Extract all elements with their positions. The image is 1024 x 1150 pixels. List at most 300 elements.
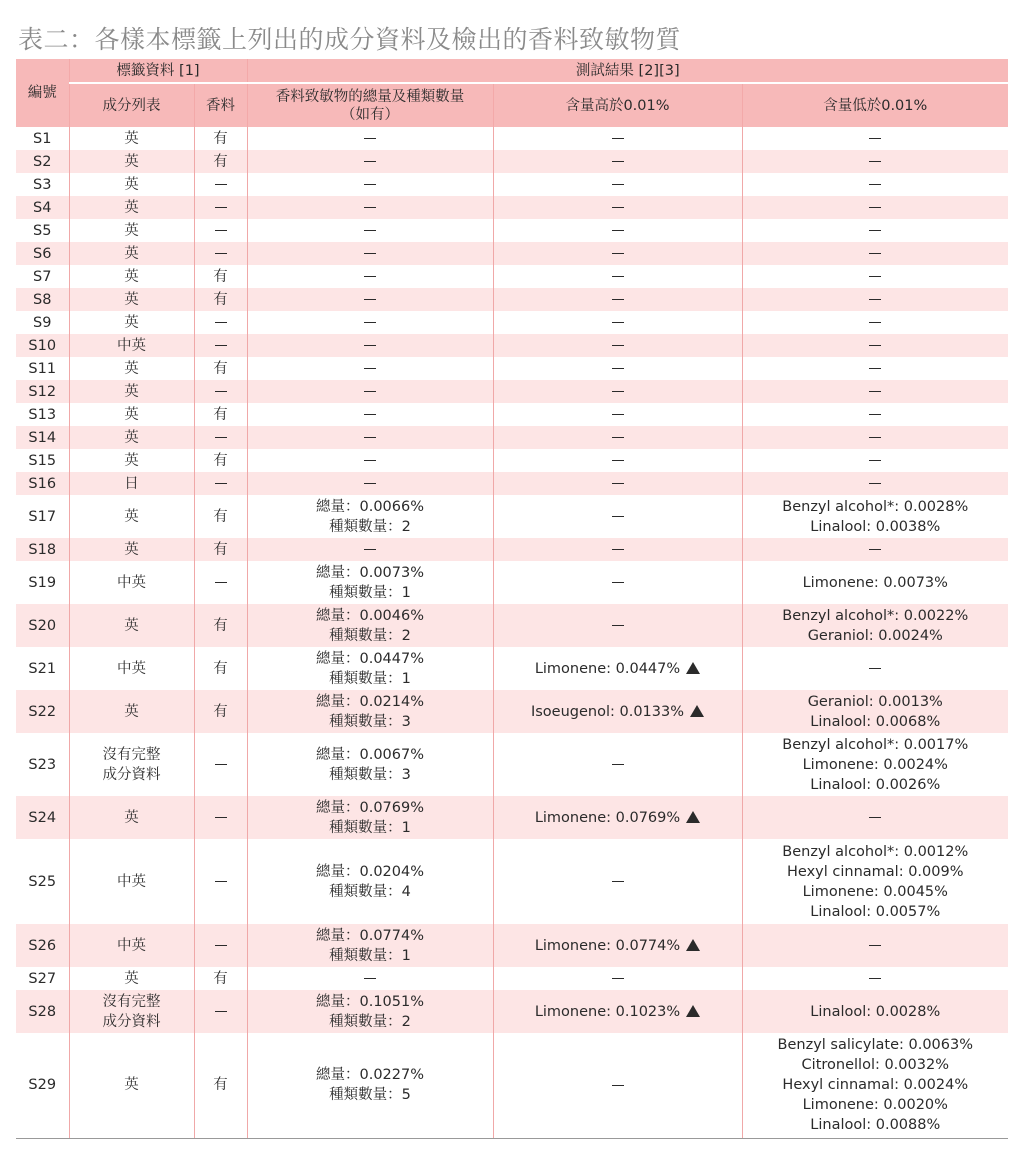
dash-mark [215,483,227,484]
below-cell [742,538,1008,561]
dash-mark [364,460,376,461]
fragrance-cell [194,1033,247,1138]
dash-mark [364,184,376,185]
fragrance-cell [194,426,247,449]
cell-line: S8 [33,291,52,308]
cell-line: 有 [213,703,228,720]
cell-line: 總量：0.1051% [315,993,424,1010]
cell-line: Benzyl alcohol*: 0.0022% [782,607,969,624]
dash-mark [215,817,227,818]
above-cell [493,647,742,690]
table-row [16,449,1008,472]
cell-line: 總量：0.0447% [315,650,424,667]
ingredients-cell [69,242,194,265]
header-test-group: 測試結果 [2][3] [247,59,1008,83]
cell-line: 總量：0.0073% [315,564,424,581]
below-cell [742,219,1008,242]
dash-mark [869,138,881,139]
triangle-marker-icon [686,1005,700,1017]
sample-id-cell [16,472,69,495]
cell-line: 中英 [117,873,146,890]
cell-line: 英 [124,703,139,720]
total-types-cell [247,561,493,604]
ingredients-cell [69,561,194,604]
dash-mark [364,549,376,550]
dash-mark [215,881,227,882]
below-cell [742,334,1008,357]
cell-line: Limonene: 0.0024% [802,756,948,773]
total-types-cell [247,265,493,288]
cell-line: S19 [28,574,57,591]
sample-id-cell [16,495,69,538]
cell-line: S20 [28,617,57,634]
cell-line: Linalool: 0.0088% [810,1117,941,1134]
fragrance-cell [194,967,247,990]
dash-mark [612,161,624,162]
dash-mark [869,668,881,669]
cell-line: 英 [124,153,139,170]
dash-mark [612,978,624,979]
above-cell [493,127,742,150]
total-types-cell [247,426,493,449]
fragrance-cell [194,311,247,334]
dash-mark [364,253,376,254]
below-cell [742,990,1008,1033]
ingredients-cell [69,733,194,796]
table-row [16,561,1008,604]
cell-line: S26 [28,937,57,954]
dash-mark [215,582,227,583]
cell-line: 英 [124,970,139,987]
sample-id-cell [16,690,69,733]
cell-line: 英 [124,809,139,826]
above-cell [493,173,742,196]
total-types-cell [247,242,493,265]
table-row [16,839,1008,924]
cell-line: 有 [213,130,228,147]
sample-id-cell [16,796,69,839]
cell-line: 成分資料 [102,1013,161,1030]
dash-mark [364,322,376,323]
cell-line: Benzyl alcohol*: 0.0012% [782,843,969,860]
cell-line: Benzyl alcohol*: 0.0017% [782,736,969,753]
total-types-cell [247,495,493,538]
cell-line: Linalool: 0.0038% [810,518,941,535]
ingredients-cell [69,150,194,173]
cell-line: 總量：0.0067% [315,746,424,763]
header-above: 含量高於0.01% [493,83,742,127]
above-cell [493,265,742,288]
dash-mark [215,437,227,438]
cell-line: S22 [28,703,57,720]
below-cell [742,561,1008,604]
cell-line: 日 [124,475,139,492]
ingredients-cell [69,311,194,334]
cell-line: Linalool: 0.0068% [810,713,941,730]
ingredients-cell [69,380,194,403]
ingredients-cell [69,839,194,924]
cell-line: 中英 [117,660,146,677]
below-cell [742,265,1008,288]
above-cell [493,924,742,967]
dash-mark [612,516,624,517]
ingredients-cell [69,690,194,733]
table-row [16,495,1008,538]
ingredients-cell [69,288,194,311]
ingredients-cell [69,647,194,690]
fragrance-cell [194,288,247,311]
table-row [16,924,1008,967]
dash-mark [612,582,624,583]
below-cell [742,472,1008,495]
fragrance-cell [194,334,247,357]
sample-id-cell [16,839,69,924]
above-cell [493,538,742,561]
cell-line: 種類數量：3 [329,713,411,730]
above-cell [493,472,742,495]
dash-mark [869,978,881,979]
dash-mark [869,161,881,162]
cell-line: Limonene: 0.1023% [494,1002,742,1022]
table-row [16,334,1008,357]
total-types-cell [247,150,493,173]
below-cell [742,733,1008,796]
ingredients-cell [69,604,194,647]
cell-line: 英 [124,617,139,634]
total-types-cell [247,967,493,990]
total-types-cell [247,288,493,311]
cell-line: 種類數量：4 [329,883,411,900]
cell-line: Geraniol: 0.0013% [807,693,943,710]
cell-line: 種類數量：1 [329,670,411,687]
fragrance-cell [194,472,247,495]
cell-line: 英 [124,314,139,331]
dash-mark [869,230,881,231]
ingredients-cell [69,265,194,288]
sample-id-cell [16,311,69,334]
above-cell [493,357,742,380]
above-cell [493,796,742,839]
dash-mark [215,253,227,254]
below-cell [742,196,1008,219]
dash-mark [364,345,376,346]
ingredients-cell [69,924,194,967]
above-cell [493,495,742,538]
cell-line: 有 [213,541,228,558]
dash-mark [364,368,376,369]
dash-mark [612,368,624,369]
fragrance-cell [194,380,247,403]
cell-line: Benzyl alcohol*: 0.0028% [782,498,969,515]
sample-id-cell [16,288,69,311]
header-total-types: 香料致敏物的總量及種類數量 （如有） [247,83,493,127]
fragrance-cell [194,990,247,1033]
above-cell [493,380,742,403]
above-cell [493,990,742,1033]
total-types-cell [247,647,493,690]
dash-mark [612,345,624,346]
cell-line: 有 [213,268,228,285]
cell-line: 種類數量：3 [329,766,411,783]
dash-mark [612,207,624,208]
dash-mark [215,207,227,208]
below-cell [742,403,1008,426]
dash-mark [612,460,624,461]
dash-mark [612,276,624,277]
table-title: 表二：各樣本標籤上列出的成分資料及檢出的香料致敏物質 [18,25,682,54]
table-row [16,990,1008,1033]
total-types-cell [247,733,493,796]
ingredients-cell [69,495,194,538]
table-row [16,357,1008,380]
dash-mark [364,138,376,139]
above-cell [493,1033,742,1138]
table-row [16,403,1008,426]
total-types-cell [247,127,493,150]
header-ingredients: 成分列表 [69,83,194,127]
cell-line: 英 [124,429,139,446]
dash-mark [612,322,624,323]
dash-mark [215,345,227,346]
cell-line: 總量：0.0214% [315,693,424,710]
dash-mark [869,483,881,484]
dash-mark [869,276,881,277]
triangle-marker-icon [690,705,704,717]
cell-line: S7 [33,268,52,285]
dash-mark [869,299,881,300]
dash-mark [364,483,376,484]
below-cell [742,924,1008,967]
total-types-cell [247,380,493,403]
cell-line: 英 [124,541,139,558]
cell-line: Limonene: 0.0769% [494,808,742,828]
cell-line: 英 [124,360,139,377]
dash-mark [364,207,376,208]
dash-mark [612,881,624,882]
cell-line: 英 [124,130,139,147]
fragrance-cell [194,796,247,839]
dash-mark [364,391,376,392]
total-types-cell [247,924,493,967]
cell-line: S21 [28,660,57,677]
below-cell [742,150,1008,173]
ingredients-cell [69,196,194,219]
below-cell [742,690,1008,733]
ingredients-cell [69,403,194,426]
total-types-cell [247,690,493,733]
dash-mark [215,764,227,765]
below-cell [742,449,1008,472]
table-body [16,127,1008,1138]
cell-line: Limonene: 0.0447% [494,659,742,679]
dash-mark [364,299,376,300]
ingredients-cell [69,967,194,990]
total-types-cell [247,334,493,357]
dash-mark [869,414,881,415]
table-row [16,967,1008,990]
cell-line: S16 [28,475,57,492]
dash-mark [612,138,624,139]
cell-line: Limonene: 0.0045% [802,883,948,900]
sample-id-cell [16,924,69,967]
triangle-marker-icon [686,939,700,951]
fragrance-cell [194,196,247,219]
dash-mark [869,817,881,818]
cell-line: 英 [124,1077,139,1094]
cell-line: 英 [124,291,139,308]
total-types-cell [247,403,493,426]
above-cell [493,561,742,604]
fragrance-cell [194,538,247,561]
cell-line: Linalool: 0.0026% [810,776,941,793]
cell-line: Benzyl salicylate: 0.0063% [777,1037,973,1054]
table-row [16,173,1008,196]
table-row [16,796,1008,839]
dash-mark [612,184,624,185]
dash-mark [215,945,227,946]
below-cell [742,967,1008,990]
dash-mark [612,1085,624,1086]
table-row [16,311,1008,334]
table-row [16,127,1008,150]
below-cell [742,647,1008,690]
cell-line: S3 [33,176,52,193]
ingredients-cell [69,357,194,380]
cell-line: S4 [33,199,52,216]
cell-line: 英 [124,383,139,400]
below-cell [742,380,1008,403]
ingredients-cell [69,334,194,357]
sample-id-cell [16,173,69,196]
header-fragrance: 香料 [194,83,247,127]
dash-mark [869,460,881,461]
ingredients-cell [69,990,194,1033]
table-row [16,690,1008,733]
dash-mark [215,230,227,231]
total-types-cell [247,196,493,219]
table-row [16,265,1008,288]
cell-line: 種類數量：2 [329,627,411,644]
sample-id-cell [16,380,69,403]
dash-mark [364,161,376,162]
cell-line: 沒有完整 [102,746,161,763]
total-types-cell [247,796,493,839]
fragrance-cell [194,690,247,733]
total-types-cell [247,357,493,380]
above-cell [493,242,742,265]
table-row [16,604,1008,647]
cell-line: S2 [33,153,52,170]
above-cell [493,690,742,733]
cell-line: S10 [28,337,57,354]
above-cell [493,604,742,647]
ingredients-cell [69,472,194,495]
cell-line: 種類數量：2 [329,518,411,535]
cell-line: Limonene: 0.0020% [802,1097,948,1114]
cell-line: 有 [213,970,228,987]
ingredients-cell [69,1033,194,1138]
cell-line: 總量：0.0066% [315,498,424,515]
cell-line: S1 [33,130,52,147]
table-row [16,472,1008,495]
cell-line: S13 [28,406,57,423]
sample-id-cell [16,265,69,288]
cell-line: 種類數量：1 [329,819,411,836]
total-types-cell [247,472,493,495]
fragrance-allergen-table [16,59,1008,1139]
sample-id-cell [16,150,69,173]
cell-line: 英 [124,508,139,525]
dash-mark [869,945,881,946]
sample-id-cell [16,449,69,472]
cell-line: 英 [124,222,139,239]
above-cell [493,403,742,426]
cell-line: 英 [124,245,139,262]
cell-line: Limonene: 0.0073% [802,574,948,591]
dash-mark [215,1011,227,1012]
fragrance-cell [194,357,247,380]
cell-line: S14 [28,429,57,446]
dash-mark [612,549,624,550]
sample-id-cell [16,242,69,265]
header-id: 編號 [16,59,69,127]
triangle-marker-icon [686,662,700,674]
cell-line: 總量：0.0204% [315,863,424,880]
ingredients-cell [69,538,194,561]
ingredients-cell [69,173,194,196]
cell-line: S24 [28,809,57,826]
cell-line: 總量：0.0769% [315,799,424,816]
ingredients-cell [69,426,194,449]
table-row [16,647,1008,690]
below-cell [742,311,1008,334]
dash-mark [364,978,376,979]
sample-id-cell [16,403,69,426]
sample-id-cell [16,967,69,990]
ingredients-cell [69,219,194,242]
dash-mark [364,230,376,231]
fragrance-cell [194,839,247,924]
dash-mark [215,184,227,185]
cell-line: 英 [124,406,139,423]
cell-line: 英 [124,199,139,216]
sample-id-cell [16,538,69,561]
cell-line: S5 [33,222,52,239]
dash-mark [612,483,624,484]
total-types-cell [247,604,493,647]
table-row [16,150,1008,173]
fragrance-cell [194,449,247,472]
cell-line: Linalool: 0.0057% [810,903,941,920]
sample-id-cell [16,604,69,647]
cell-line: S12 [28,383,57,400]
cell-line: 英 [124,268,139,285]
header-label-group: 標籤資料 [1] [69,59,247,83]
dash-mark [612,414,624,415]
dash-mark [612,764,624,765]
fragrance-cell [194,403,247,426]
fragrance-cell [194,173,247,196]
cell-line: 種類數量：2 [329,1013,411,1030]
below-cell [742,127,1008,150]
cell-line: Citronellol: 0.0032% [801,1057,949,1074]
dash-mark [869,549,881,550]
sample-id-cell [16,561,69,604]
dash-mark [869,207,881,208]
dash-mark [612,299,624,300]
cell-line: Hexyl cinnamal: 0.0024% [782,1077,969,1094]
sample-id-cell [16,219,69,242]
